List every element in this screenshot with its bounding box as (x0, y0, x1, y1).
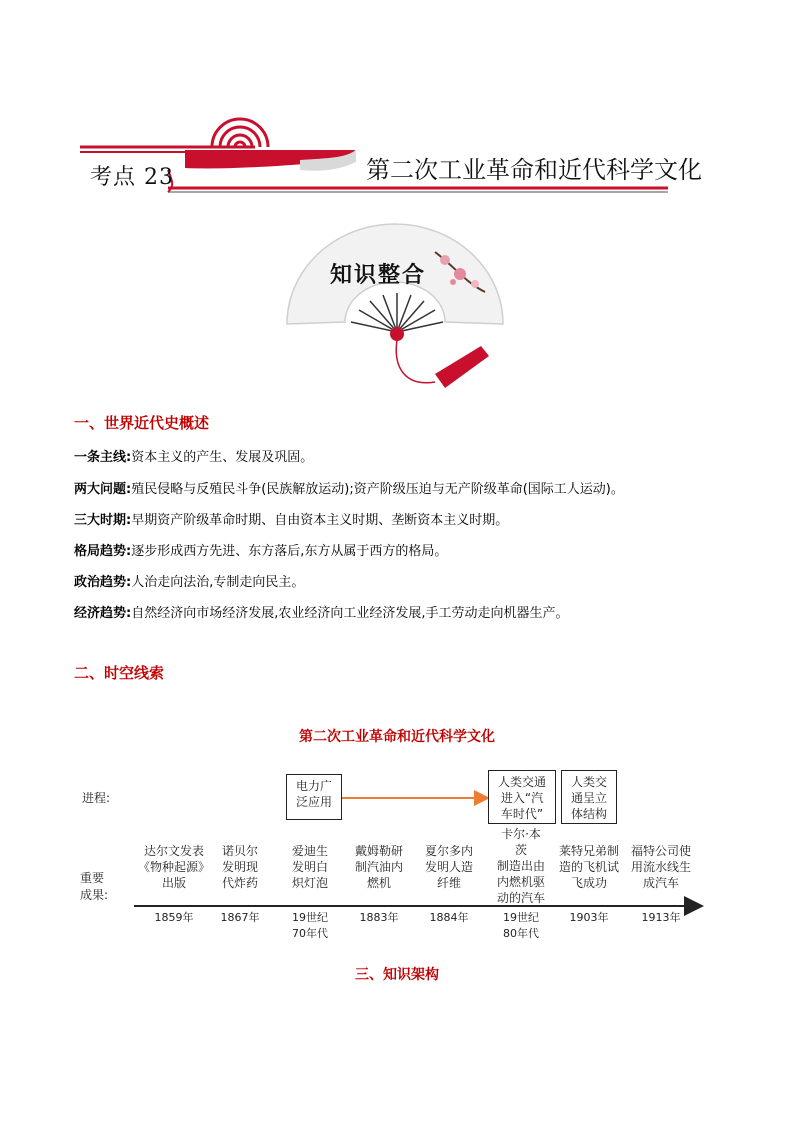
overview-line-5: 政治趋势:人治走向法治,专制走向民主。 (74, 575, 305, 590)
achievement-wright: 莱特兄弟制 造的飞机试 飞成功 (558, 844, 619, 890)
overview-line-6: 经济趋势:自然经济向市场经济发展,农业经济向工业经济发展,手工劳动走向机器生产。 (74, 606, 569, 621)
achievement-edison: 爱迪生 发明白 炽灯泡 (291, 844, 328, 890)
year-1867: 1867年 (220, 911, 260, 924)
progress-box-electricity: 电力广 泛应用 (286, 774, 342, 820)
section2-heading: 二、时空线索 (74, 664, 165, 682)
achievement-ford: 福特公司使 用流水线生 成汽车 (630, 844, 691, 890)
progress-label: 进程: (82, 791, 111, 805)
overview-line-1: 一条主线:资本主义的产生、发展及巩固。 (74, 450, 314, 465)
year-1859: 1859年 (154, 911, 194, 924)
overview-line-2: 两大问题:殖民侵略与反殖民斗争(民族解放运动);资产阶级压迫与无产阶级革命(国际工人运动)。 (74, 482, 624, 497)
year-1913: 1913年 (641, 911, 681, 924)
topic-number: 考点 23 (90, 165, 174, 190)
achievement-daimler: 戴姆勒研 制汽油内 燃机 (354, 844, 403, 890)
achievements-label-1: 重要 (80, 871, 105, 885)
overview-line-3: 三大时期:早期资产阶级革命时期、自由资本主义时期、垄断资本主义时期。 (74, 513, 509, 528)
achievements-label-2: 成果: (80, 888, 109, 902)
progress-box-automobile-era: 人类交通 进入“汽 车时代” (488, 770, 556, 824)
year-1903: 1903年 (569, 911, 609, 924)
year-1880s: 19世纪 80年代 (503, 911, 539, 940)
fan-label: 知识整合 (330, 262, 427, 288)
year-1870s: 19世纪 70年代 (292, 911, 328, 940)
section3-heading: 三、知识架构 (355, 967, 439, 983)
timeline-title: 第二次工业革命和近代科学文化 (299, 729, 495, 745)
achievement-benz: 卡尔·本 茨 制造出由 内燃机驱 动的汽车 (496, 827, 545, 905)
year-1884: 1884年 (429, 911, 469, 924)
achievement-nobel: 诺贝尔 发明现 代炸药 (221, 844, 258, 890)
year-1883: 1883年 (359, 911, 399, 924)
achievement-chardonnet: 夏尔多内 发明人造 纤维 (424, 844, 473, 890)
progress-box-3d-transport: 人类交 通呈立 体结构 (561, 770, 617, 824)
topic-title: 第二次工业革命和近代科学文化 (366, 156, 702, 184)
section1-heading: 一、世界近代史概述 (74, 414, 210, 432)
overview-line-4: 格局趋势:逐步形成西方先进、东方落后,东方从属于西方的格局。 (74, 544, 448, 559)
achievement-darwin: 达尔文发表 《物种起源》 出版 (137, 844, 210, 890)
